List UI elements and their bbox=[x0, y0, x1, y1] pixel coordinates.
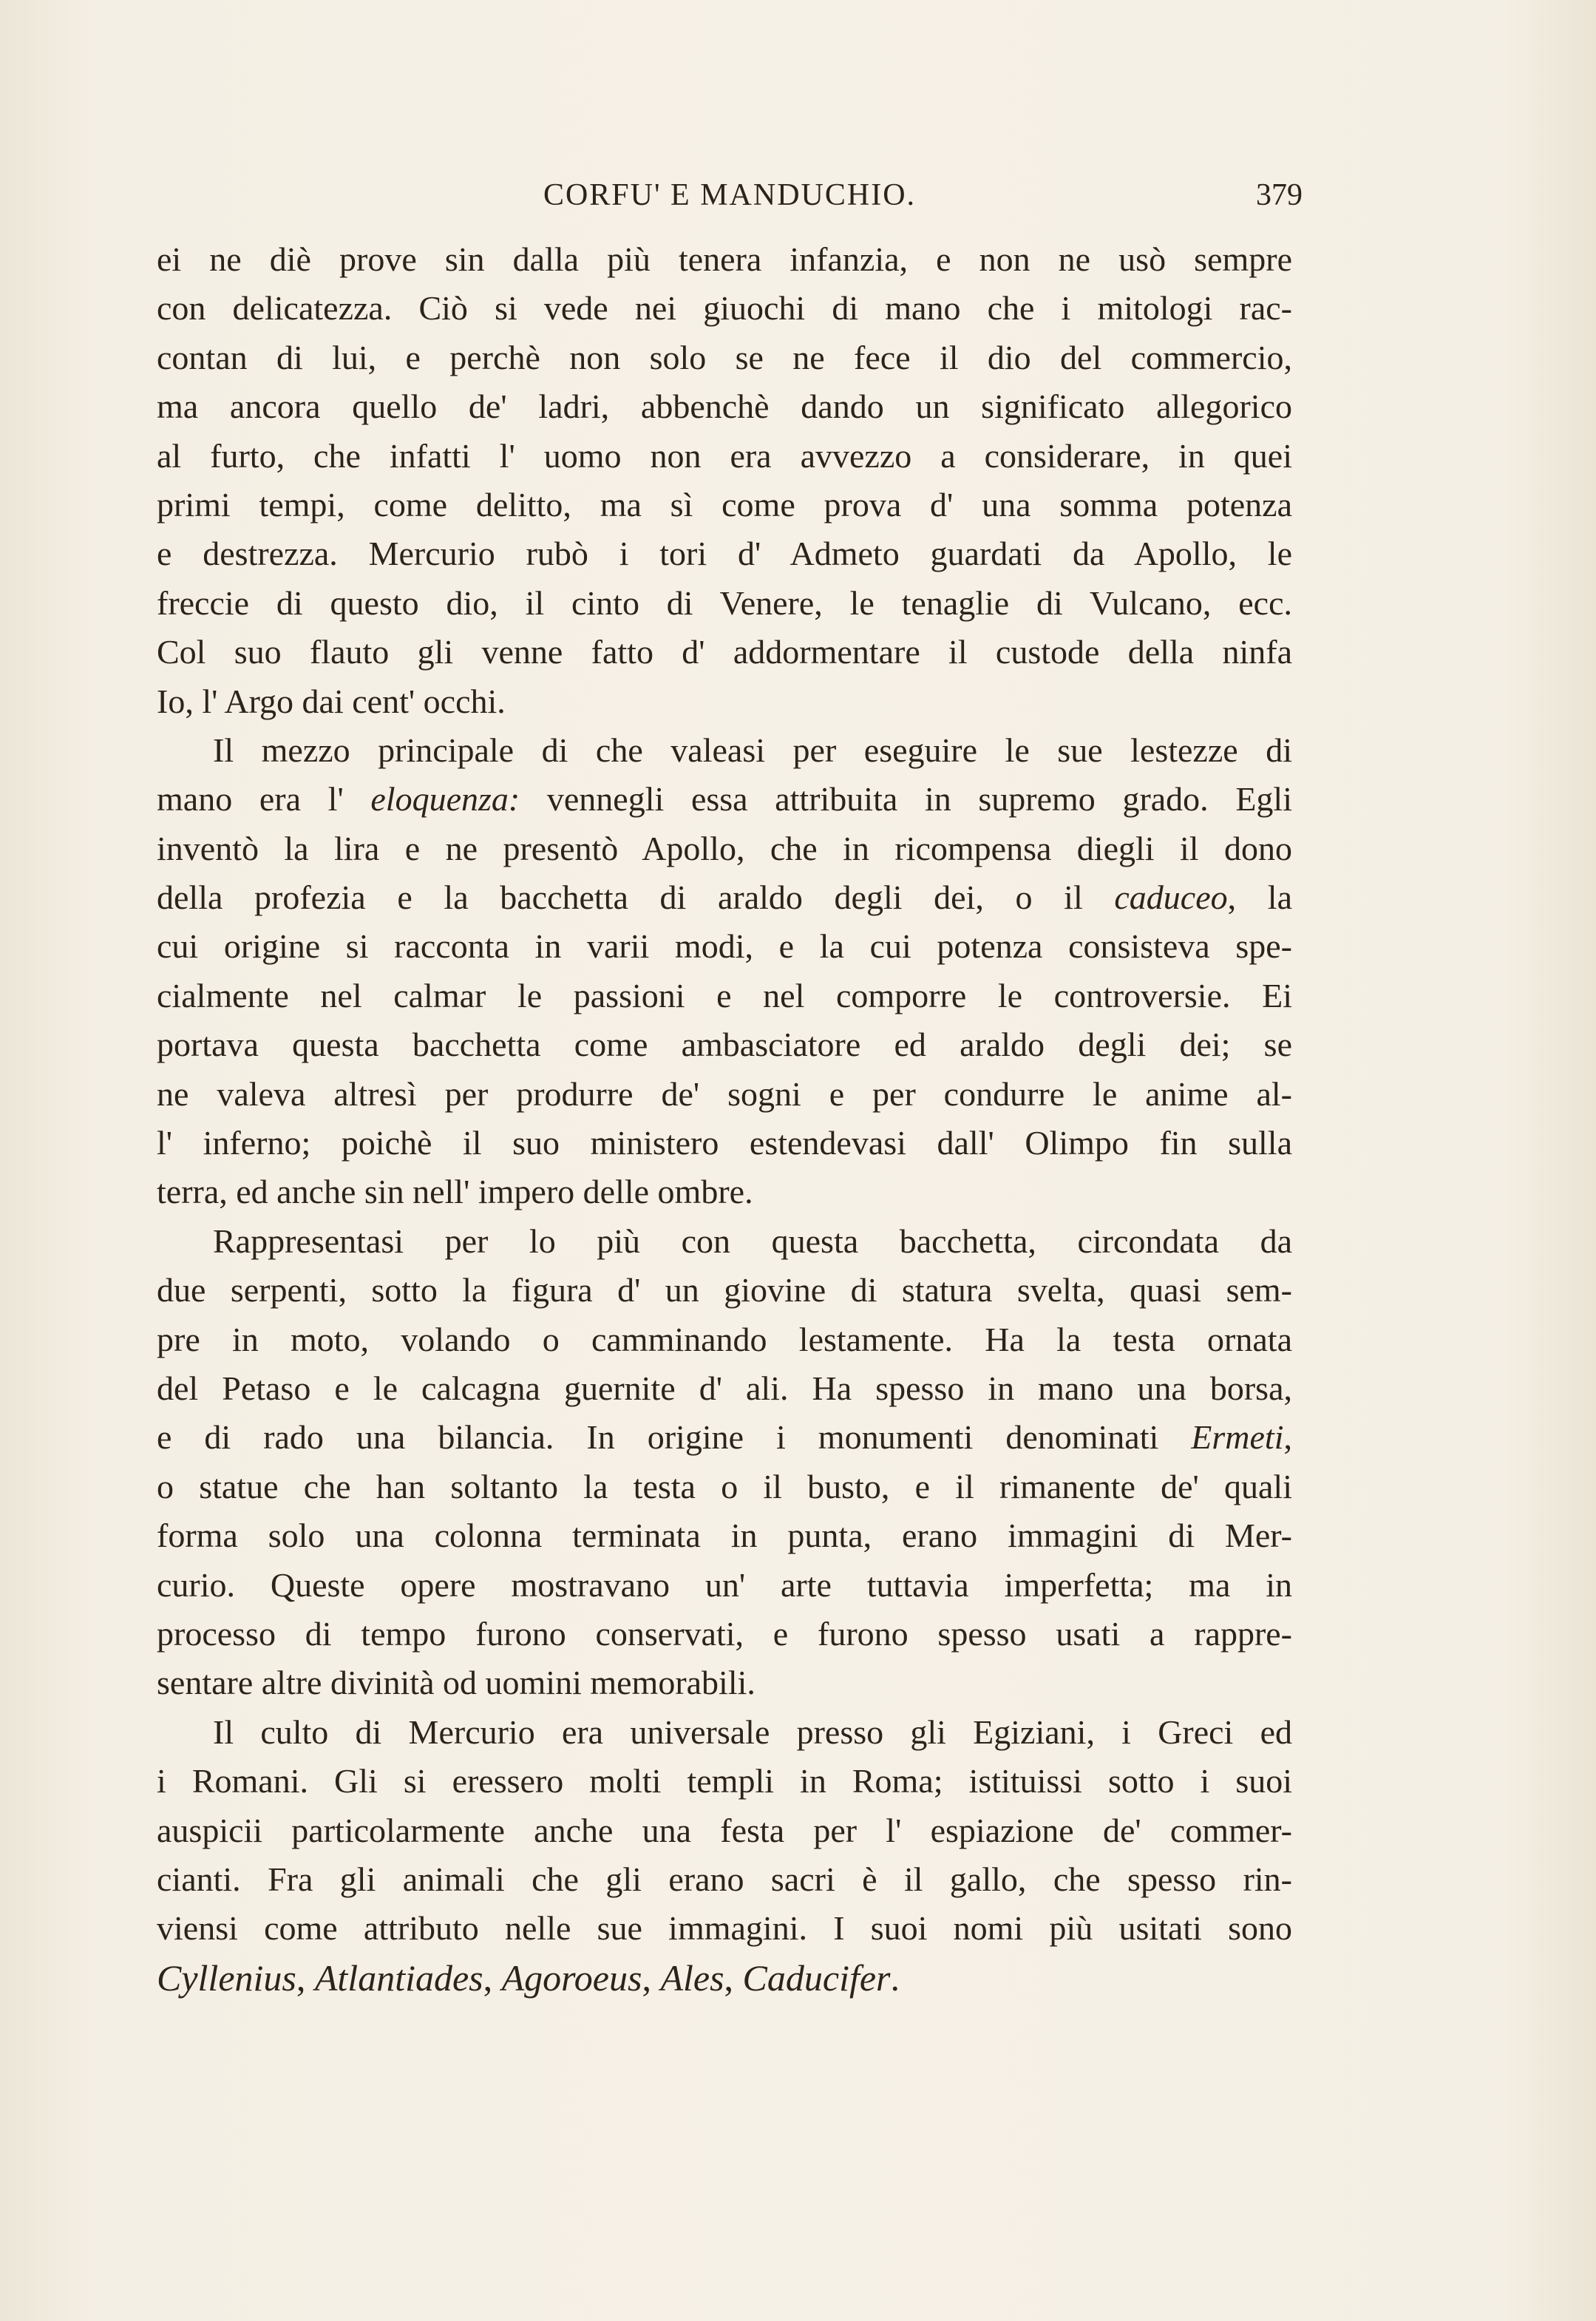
text-line: ma ancora quello de' ladri, abbenchè dando un significato allegorico bbox=[157, 387, 1292, 426]
text-line: freccie di questo dio, il cinto di Venere, le tenaglie di Vulcano, ecc. bbox=[157, 583, 1292, 622]
text-line: Il mezzo principale di che valeasi per eseguire le sue lestezze di bbox=[213, 731, 1292, 769]
text-line: portava questa bacchetta come ambasciatore ed araldo degli dei; se bbox=[157, 1026, 1292, 1064]
text-line: terra, ed anche sin nell' impero delle ombre. bbox=[157, 1173, 753, 1211]
text-line: e di rado una bilancia. In origine i monumenti denominati Ermeti, bbox=[157, 1418, 1292, 1457]
text-line: pre in moto, volando o camminando lestamente. Ha la testa ornata bbox=[157, 1320, 1292, 1358]
name-atlantiades: Atlantiades bbox=[314, 1956, 483, 1999]
text-line: forma solo una colonna terminata in punta, erano immagini di Mer- bbox=[157, 1517, 1292, 1555]
text-line: cianti. Fra gli animali che gli erano sacri è il gallo, che spesso rin- bbox=[157, 1860, 1292, 1898]
text-line: viensi come attributo nelle sue immagini. I suoi nomi più usitati sono bbox=[157, 1909, 1292, 1948]
text-line: e destrezza. Mercurio rubò i tori d' Admeto guardati da Apollo, le bbox=[157, 535, 1292, 573]
text-line: ne valeva altresì per produrre de' sogni e per condurre le anime al- bbox=[157, 1074, 1292, 1113]
names-line: Cyllenius, Atlantiades, Agoroeus, Ales, Caducifer. bbox=[157, 1956, 900, 1999]
text-line: sentare altre divinità od uomini memorabili. bbox=[157, 1664, 755, 1702]
page-header bbox=[157, 172, 1303, 223]
body-text bbox=[157, 235, 1292, 2002]
text-line: al furto, che infatti l' uomo non era avvezzo a considerare, in quei bbox=[157, 436, 1292, 475]
text-line: cui origine si racconta in varii modi, e la cui potenza consisteva spe- bbox=[157, 927, 1292, 966]
page-number: 379 bbox=[1256, 178, 1303, 212]
text-line: i Romani. Gli si eressero molti templi in Roma; istituissi sotto i suoi bbox=[157, 1762, 1292, 1800]
text-line: primi tempi, come delitto, ma sì come prova d' una somma potenza bbox=[157, 485, 1292, 524]
text-line: auspicii particolarmente anche una festa per l' espiazione de' commer- bbox=[157, 1811, 1292, 1849]
name-caducifer: Caducifer bbox=[742, 1956, 891, 1999]
text-line: con delicatezza. Ciò si vede nei giuochi di mano che i mitologi rac- bbox=[157, 289, 1292, 328]
text-line: l' inferno; poichè il suo ministero estendevasi dall' Olimpo fin sulla bbox=[157, 1124, 1292, 1162]
text-line: del Petaso e le calcagna guernite d' ali. Ha spesso in mano una borsa, bbox=[157, 1369, 1292, 1407]
name-cyllenius: Cyllenius bbox=[157, 1956, 296, 1999]
text-line: o statue che han soltanto la testa o il busto, e il rimanente de' quali bbox=[157, 1467, 1292, 1505]
italic-term: Ermeti bbox=[1191, 1418, 1284, 1457]
text-line: Rappresentasi per lo più con questa bacchetta, circondata da bbox=[213, 1222, 1292, 1260]
text-line: Io, l' Argo dai cent' occhi. bbox=[157, 682, 506, 720]
italic-term: eloquenza: bbox=[370, 780, 520, 819]
text-line: processo di tempo furono conservati, e furono spesso usati a rappre- bbox=[157, 1614, 1292, 1653]
text-line: contan di lui, e perchè non solo se ne fece il dio del commercio, bbox=[157, 338, 1292, 376]
text-line: della profezia e la bacchetta di araldo degli dei, o il caduceo, la bbox=[157, 878, 1292, 917]
name-agoroeus: Agoroeus bbox=[501, 1956, 642, 1999]
italic-term: caduceo bbox=[1114, 878, 1228, 917]
text-line: due serpenti, sotto la figura d' un giovine di statura svelta, quasi sem- bbox=[157, 1271, 1292, 1309]
text-line: curio. Queste opere mostravano un' arte tuttavia imperfetta; ma in bbox=[157, 1565, 1292, 1604]
text-line: Il culto di Mercurio era universale presso gli Egiziani, i Greci ed bbox=[213, 1712, 1292, 1751]
text-line: ei ne diè prove sin dalla più tenera infanzia, e non ne usò sempre bbox=[157, 240, 1292, 278]
name-ales: Ales bbox=[660, 1956, 724, 1999]
text-line: inventò la lira e ne presentò Apollo, che in ricompensa diegli il dono bbox=[157, 829, 1292, 867]
text-line: mano era l' eloquenza: vennegli essa attribuita in supremo grado. Egli bbox=[157, 780, 1292, 819]
text-line: Col suo flauto gli venne fatto d' addormentare il custode della ninfa bbox=[157, 633, 1292, 671]
running-title: CORFU' E MANDUCHIO. bbox=[543, 178, 917, 212]
text-line: cialmente nel calmar le passioni e nel comporre le controversie. Ei bbox=[157, 976, 1292, 1014]
